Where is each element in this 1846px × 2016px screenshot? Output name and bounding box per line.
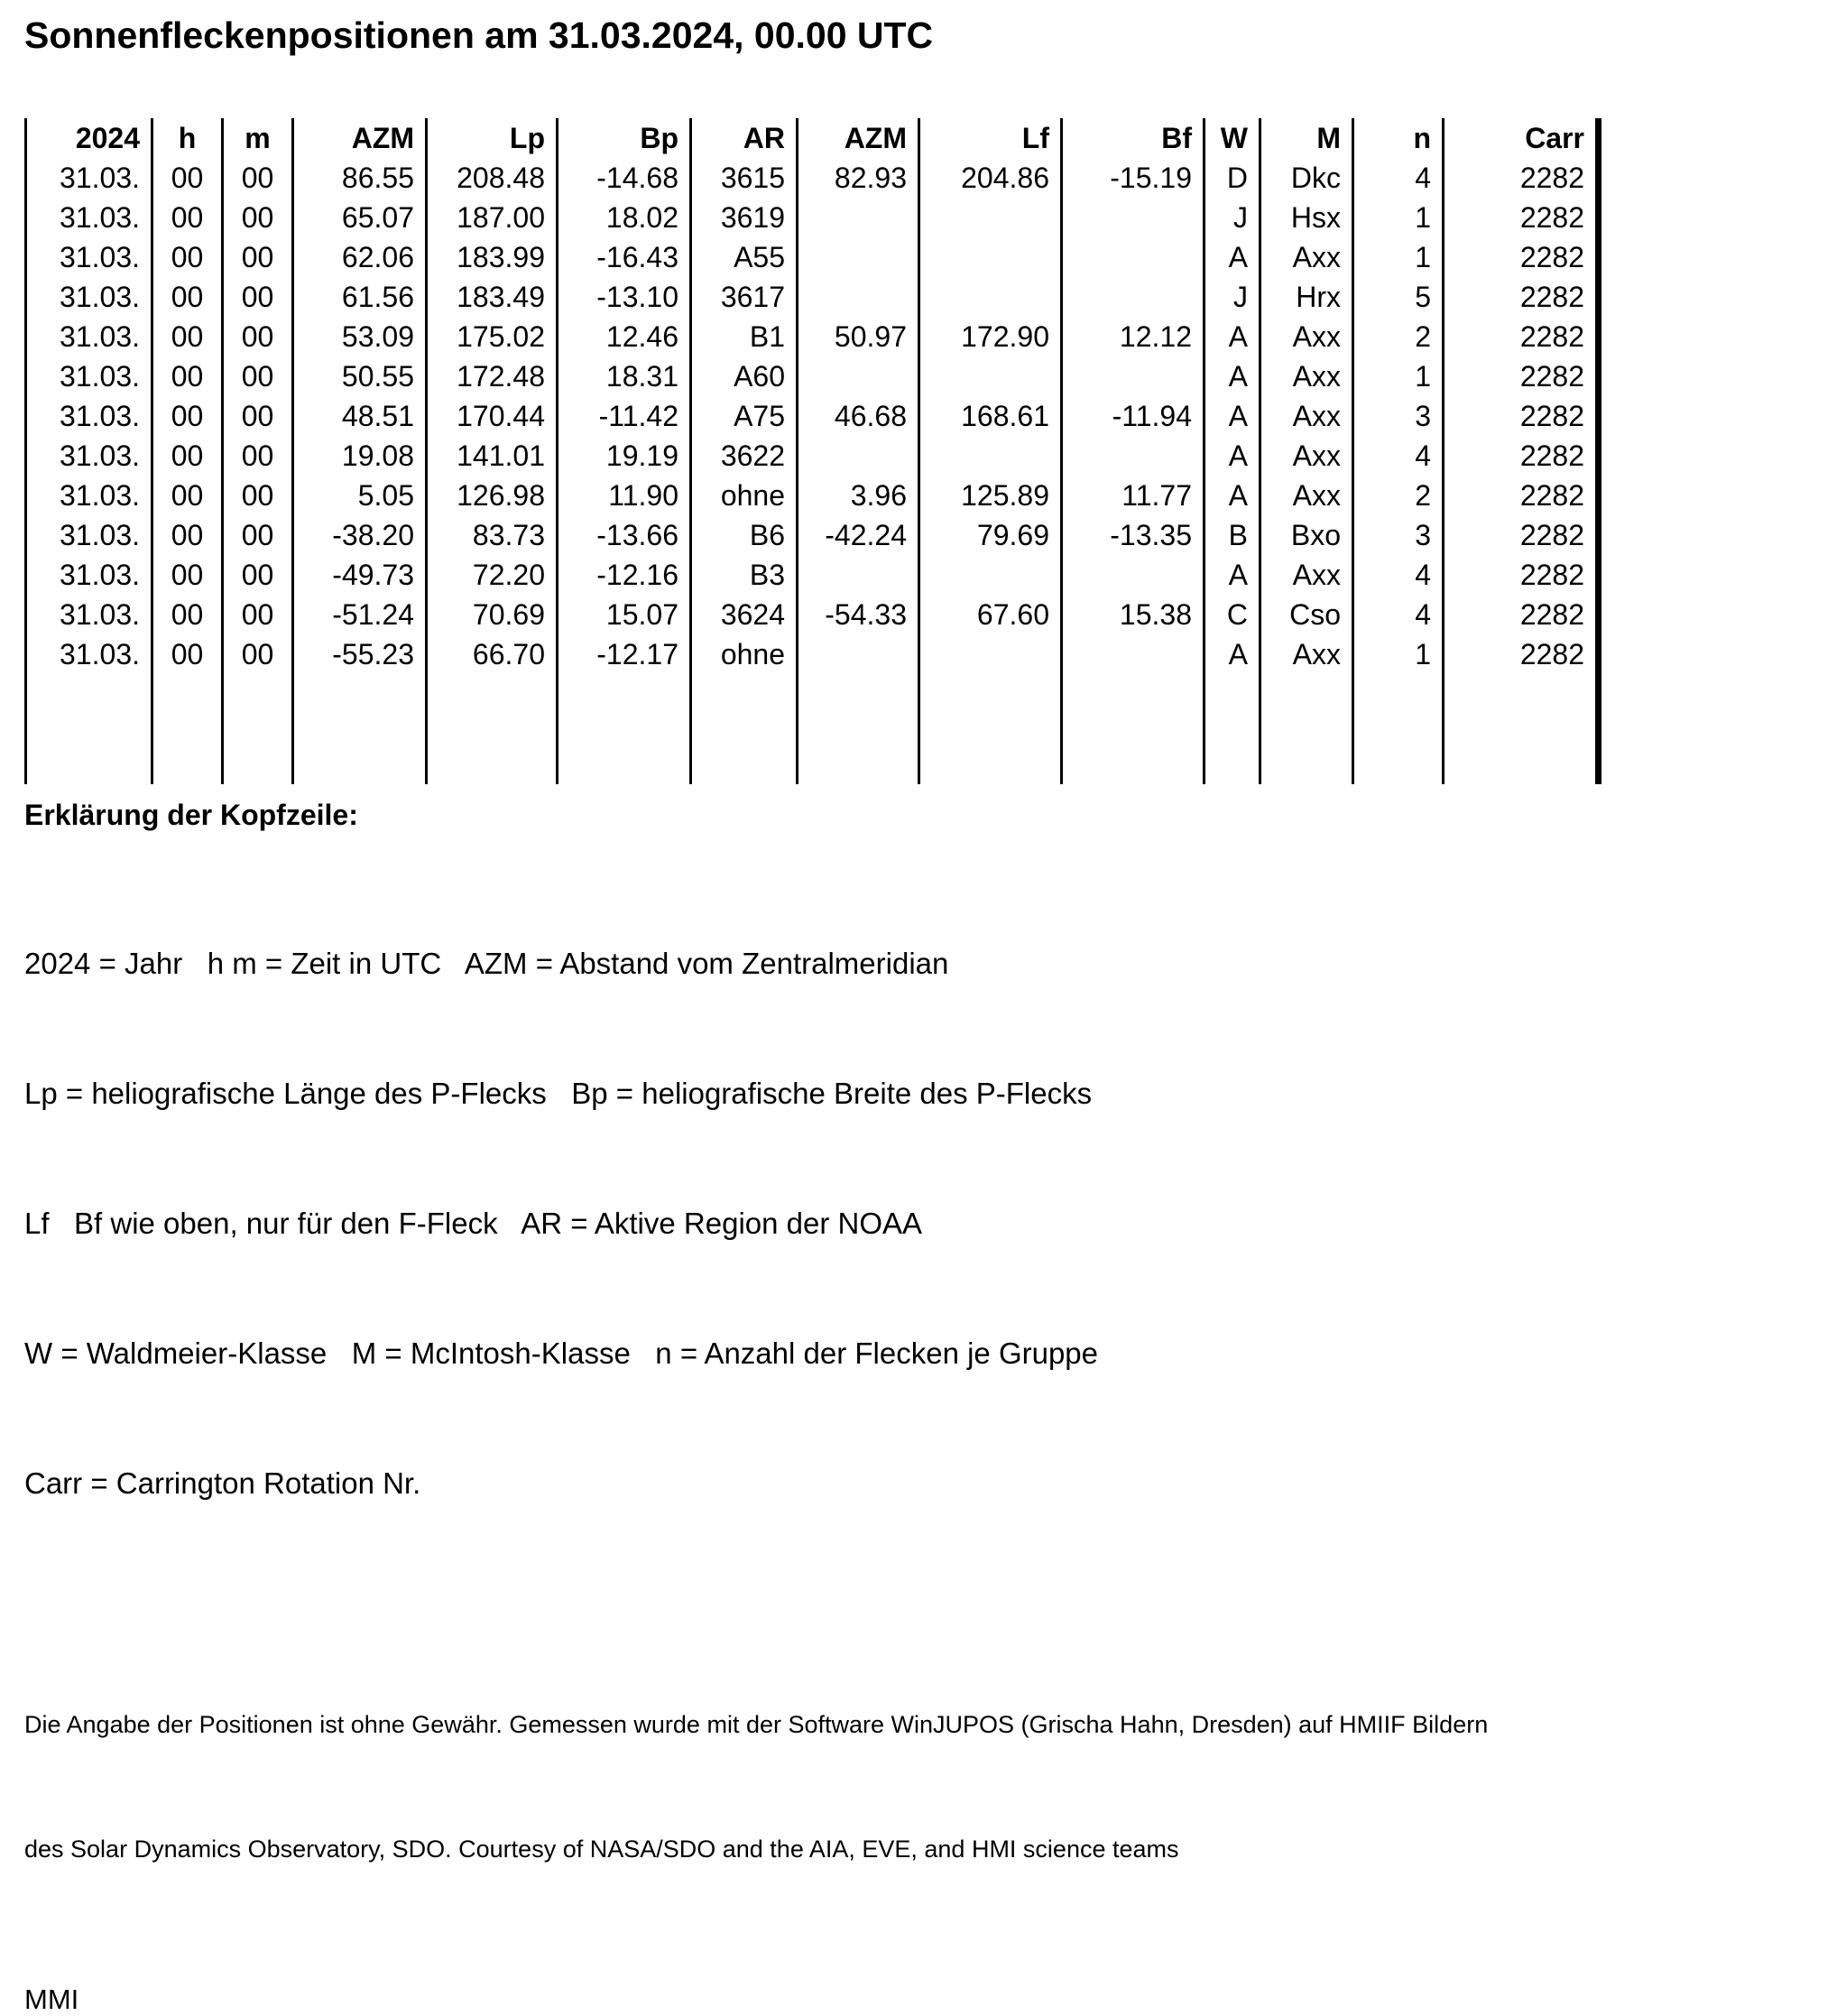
table-cell: 31.03. bbox=[26, 317, 152, 356]
table-cell: 1 bbox=[1353, 634, 1444, 674]
table-cell: 172.90 bbox=[919, 317, 1062, 356]
table-cell: -38.20 bbox=[293, 515, 427, 555]
table-cell: 00 bbox=[223, 198, 293, 237]
column-header: AR bbox=[691, 118, 798, 158]
table-cell: 70.69 bbox=[427, 595, 558, 634]
table-cell: C bbox=[1205, 595, 1260, 634]
table-cell: A bbox=[1205, 555, 1260, 595]
table-cell: A60 bbox=[691, 356, 798, 396]
table-cell: -54.33 bbox=[798, 595, 919, 634]
table-row bbox=[26, 158, 1599, 198]
table-cell: 15.07 bbox=[558, 595, 691, 634]
table-cell: 31.03. bbox=[26, 436, 152, 476]
table-cell: -11.42 bbox=[558, 396, 691, 436]
table-cell: Axx bbox=[1260, 396, 1353, 436]
table-cell: 31.03. bbox=[26, 158, 152, 198]
table-cell bbox=[1062, 436, 1205, 476]
filler-cell bbox=[293, 674, 427, 784]
table-cell: 00 bbox=[223, 595, 293, 634]
table-cell bbox=[798, 277, 919, 317]
table-cell: B3 bbox=[691, 555, 798, 595]
explanation-line: Lf Bf wie oben, nur für den F-Fleck AR = Aktive Region der NOAA bbox=[24, 1207, 923, 1241]
table-cell: 2282 bbox=[1444, 595, 1599, 634]
table-cell: 3 bbox=[1353, 396, 1444, 436]
table-cell: 00 bbox=[223, 515, 293, 555]
column-header: h bbox=[152, 118, 223, 158]
table-cell: 187.00 bbox=[427, 198, 558, 237]
table-cell: 12.12 bbox=[1062, 317, 1205, 356]
table-cell: 4 bbox=[1353, 436, 1444, 476]
table-cell: 31.03. bbox=[26, 396, 152, 436]
table-cell: 66.70 bbox=[427, 634, 558, 674]
table-row bbox=[26, 198, 1599, 237]
table-cell: 5 bbox=[1353, 277, 1444, 317]
table-cell: 31.03. bbox=[26, 356, 152, 396]
column-header: W bbox=[1205, 118, 1260, 158]
table-cell: 2282 bbox=[1444, 356, 1599, 396]
table-cell: A bbox=[1205, 356, 1260, 396]
table-cell: -42.24 bbox=[798, 515, 919, 555]
table-cell: 3615 bbox=[691, 158, 798, 198]
table-cell: A bbox=[1205, 436, 1260, 476]
table-cell: 2282 bbox=[1444, 158, 1599, 198]
table-cell: 126.98 bbox=[427, 476, 558, 515]
filler-cell bbox=[26, 674, 152, 784]
table-cell: 62.06 bbox=[293, 237, 427, 277]
table-cell bbox=[798, 356, 919, 396]
column-header: Lp bbox=[427, 118, 558, 158]
table-cell bbox=[1062, 555, 1205, 595]
explanation-heading: Erklärung der Kopfzeile: bbox=[24, 799, 358, 832]
table-cell: 3 bbox=[1353, 515, 1444, 555]
sunspot-table bbox=[24, 118, 1601, 784]
table-cell bbox=[798, 198, 919, 237]
table-cell: 79.69 bbox=[919, 515, 1062, 555]
column-header: Lf bbox=[919, 118, 1062, 158]
table-cell: Axx bbox=[1260, 317, 1353, 356]
disclaimer-line: des Solar Dynamics Observatory, SDO. Courtesy of NASA/SDO and the AIA, EVE, and HMI science teams bbox=[24, 1836, 1179, 1863]
table-cell: 2282 bbox=[1444, 317, 1599, 356]
table-cell: 2282 bbox=[1444, 555, 1599, 595]
table-cell: 18.31 bbox=[558, 356, 691, 396]
explanation-block bbox=[24, 855, 1846, 1592]
column-header: Bf bbox=[1062, 118, 1205, 158]
table-cell: Axx bbox=[1260, 436, 1353, 476]
table-cell: A bbox=[1205, 396, 1260, 436]
filler-cell bbox=[427, 674, 558, 784]
table-cell: 00 bbox=[152, 634, 223, 674]
table-row bbox=[26, 515, 1599, 555]
disclaimer-block bbox=[24, 1621, 1846, 1953]
table-cell: 31.03. bbox=[26, 555, 152, 595]
filler-cell bbox=[1205, 674, 1260, 784]
table-cell: 11.90 bbox=[558, 476, 691, 515]
table-cell: Hrx bbox=[1260, 277, 1353, 317]
table-cell: 31.03. bbox=[26, 476, 152, 515]
table-header bbox=[26, 118, 1599, 158]
table-row bbox=[26, 634, 1599, 674]
table-cell: 00 bbox=[152, 396, 223, 436]
table-cell: 53.09 bbox=[293, 317, 427, 356]
table-cell: Axx bbox=[1260, 237, 1353, 277]
table-cell bbox=[919, 436, 1062, 476]
table-cell bbox=[919, 198, 1062, 237]
table-cell: 11.77 bbox=[1062, 476, 1205, 515]
table-cell: 00 bbox=[152, 436, 223, 476]
table-cell: Axx bbox=[1260, 356, 1353, 396]
column-header: Carr bbox=[1444, 118, 1599, 158]
table-cell: 46.68 bbox=[798, 396, 919, 436]
column-header: m bbox=[223, 118, 293, 158]
filler-cell bbox=[691, 674, 798, 784]
table-row bbox=[26, 436, 1599, 476]
column-header: 2024 bbox=[26, 118, 152, 158]
table-row bbox=[26, 277, 1599, 317]
table-cell: 1 bbox=[1353, 198, 1444, 237]
explanation-line: Carr = Carrington Rotation Nr. bbox=[24, 1466, 421, 1501]
table-cell: B1 bbox=[691, 317, 798, 356]
signature: MMI bbox=[24, 1984, 79, 2016]
table-cell: 175.02 bbox=[427, 317, 558, 356]
table-cell: 2282 bbox=[1444, 476, 1599, 515]
table-cell: 2282 bbox=[1444, 198, 1599, 237]
table-cell: -13.10 bbox=[558, 277, 691, 317]
table-cell: 00 bbox=[152, 317, 223, 356]
table-cell: 141.01 bbox=[427, 436, 558, 476]
table-cell: 4 bbox=[1353, 555, 1444, 595]
table-cell bbox=[798, 634, 919, 674]
table-cell: 00 bbox=[152, 356, 223, 396]
table-cell: 31.03. bbox=[26, 198, 152, 237]
table-cell: -12.16 bbox=[558, 555, 691, 595]
table-cell: A bbox=[1205, 476, 1260, 515]
table-cell: 00 bbox=[223, 555, 293, 595]
table-cell: 31.03. bbox=[26, 595, 152, 634]
table-cell bbox=[1062, 634, 1205, 674]
table-cell: 65.07 bbox=[293, 198, 427, 237]
table-cell: 5.05 bbox=[293, 476, 427, 515]
filler-cell bbox=[919, 674, 1062, 784]
disclaimer-line: Die Angabe der Positionen ist ohne Gewähr. Gemessen wurde mit der Software WinJUPOS (Grischa Hahn, Dresden) auf HMIIF Bildern bbox=[24, 1711, 1489, 1739]
table-cell: 2282 bbox=[1444, 277, 1599, 317]
table-cell: 00 bbox=[223, 277, 293, 317]
table-cell bbox=[1062, 277, 1205, 317]
table-cell: ohne bbox=[691, 476, 798, 515]
table-cell: 00 bbox=[152, 237, 223, 277]
table-cell: 170.44 bbox=[427, 396, 558, 436]
table-cell bbox=[919, 634, 1062, 674]
table-cell: 3617 bbox=[691, 277, 798, 317]
table-row bbox=[26, 237, 1599, 277]
table-cell: J bbox=[1205, 198, 1260, 237]
table-row bbox=[26, 317, 1599, 356]
table-cell: Axx bbox=[1260, 555, 1353, 595]
table-cell: -51.24 bbox=[293, 595, 427, 634]
column-header: n bbox=[1353, 118, 1444, 158]
table-cell: 2 bbox=[1353, 476, 1444, 515]
table-cell: 172.48 bbox=[427, 356, 558, 396]
table-cell: -16.43 bbox=[558, 237, 691, 277]
table-cell: A75 bbox=[691, 396, 798, 436]
table-cell bbox=[1062, 237, 1205, 277]
table-cell: D bbox=[1205, 158, 1260, 198]
filler-cell bbox=[1260, 674, 1353, 784]
table-cell: 19.08 bbox=[293, 436, 427, 476]
column-header: M bbox=[1260, 118, 1353, 158]
table-cell: 00 bbox=[152, 555, 223, 595]
table-cell bbox=[1062, 356, 1205, 396]
table-cell bbox=[798, 555, 919, 595]
table-cell: A bbox=[1205, 317, 1260, 356]
table-cell: A bbox=[1205, 634, 1260, 674]
table-cell: 3622 bbox=[691, 436, 798, 476]
table-cell: 4 bbox=[1353, 158, 1444, 198]
filler-row bbox=[26, 674, 1599, 784]
table-cell: 31.03. bbox=[26, 515, 152, 555]
table-cell: -12.17 bbox=[558, 634, 691, 674]
table-cell: -55.23 bbox=[293, 634, 427, 674]
table-cell: 00 bbox=[223, 396, 293, 436]
table-cell: ohne bbox=[691, 634, 798, 674]
table-cell: A55 bbox=[691, 237, 798, 277]
table-cell: 00 bbox=[223, 634, 293, 674]
table-cell: 86.55 bbox=[293, 158, 427, 198]
table-cell: -11.94 bbox=[1062, 396, 1205, 436]
filler-cell bbox=[1353, 674, 1444, 784]
table-cell: -14.68 bbox=[558, 158, 691, 198]
table-cell: J bbox=[1205, 277, 1260, 317]
table-cell: 204.86 bbox=[919, 158, 1062, 198]
table-cell: 15.38 bbox=[1062, 595, 1205, 634]
table-cell: 61.56 bbox=[293, 277, 427, 317]
table-cell: 00 bbox=[152, 198, 223, 237]
table-cell bbox=[919, 555, 1062, 595]
table-cell bbox=[798, 436, 919, 476]
column-header: AZM bbox=[798, 118, 919, 158]
table-cell: 31.03. bbox=[26, 277, 152, 317]
table-cell: 00 bbox=[223, 317, 293, 356]
column-header: Bp bbox=[558, 118, 691, 158]
filler-cell bbox=[1062, 674, 1205, 784]
page-title: Sonnenfleckenpositionen am 31.03.2024, 00.00 UTC bbox=[24, 14, 934, 56]
table-cell: -15.19 bbox=[1062, 158, 1205, 198]
table-cell: 31.03. bbox=[26, 634, 152, 674]
table-cell: 50.55 bbox=[293, 356, 427, 396]
table-cell bbox=[1062, 198, 1205, 237]
table-cell: B bbox=[1205, 515, 1260, 555]
table-cell: 00 bbox=[152, 277, 223, 317]
table-cell: 4 bbox=[1353, 595, 1444, 634]
table-cell: 83.73 bbox=[427, 515, 558, 555]
table-cell: B6 bbox=[691, 515, 798, 555]
filler-cell bbox=[558, 674, 691, 784]
table-cell: 125.89 bbox=[919, 476, 1062, 515]
table-cell bbox=[919, 237, 1062, 277]
table-row bbox=[26, 595, 1599, 634]
table-cell: 208.48 bbox=[427, 158, 558, 198]
table-row bbox=[26, 555, 1599, 595]
table-cell bbox=[919, 277, 1062, 317]
table-row bbox=[26, 396, 1599, 436]
sunspot-table-body bbox=[26, 158, 1599, 784]
table-cell: 00 bbox=[152, 515, 223, 555]
table-cell bbox=[919, 356, 1062, 396]
table-cell: 2282 bbox=[1444, 436, 1599, 476]
table-cell: Dkc bbox=[1260, 158, 1353, 198]
table-cell: A bbox=[1205, 237, 1260, 277]
table-row bbox=[26, 476, 1599, 515]
table-cell: 183.49 bbox=[427, 277, 558, 317]
explanation-line: 2024 = Jahr h m = Zeit in UTC AZM = Abstand vom Zentralmeridian bbox=[24, 947, 949, 981]
table-cell: 2282 bbox=[1444, 515, 1599, 555]
table-cell: Axx bbox=[1260, 476, 1353, 515]
table-cell: -13.66 bbox=[558, 515, 691, 555]
table-cell: 31.03. bbox=[26, 237, 152, 277]
table-cell: 2282 bbox=[1444, 634, 1599, 674]
table-cell: 19.19 bbox=[558, 436, 691, 476]
table-cell: 00 bbox=[152, 595, 223, 634]
table-cell: 00 bbox=[152, 476, 223, 515]
table-cell: 183.99 bbox=[427, 237, 558, 277]
table-cell: 3.96 bbox=[798, 476, 919, 515]
table-cell: Hsx bbox=[1260, 198, 1353, 237]
table-cell: 67.60 bbox=[919, 595, 1062, 634]
table-cell: 3624 bbox=[691, 595, 798, 634]
table-cell: 3619 bbox=[691, 198, 798, 237]
table-cell: 1 bbox=[1353, 237, 1444, 277]
explanation-line: W = Waldmeier-Klasse M = McIntosh-Klasse n = Anzahl der Flecken je Gruppe bbox=[24, 1336, 1099, 1371]
table-cell: 00 bbox=[223, 158, 293, 198]
table-cell: Bxo bbox=[1260, 515, 1353, 555]
table-cell: 18.02 bbox=[558, 198, 691, 237]
table-cell: 72.20 bbox=[427, 555, 558, 595]
table-cell: Axx bbox=[1260, 634, 1353, 674]
explanation-line: Lp = heliografische Länge des P-Flecks Bp = heliografische Breite des P-Flecks bbox=[24, 1077, 1093, 1111]
header-row bbox=[26, 118, 1599, 158]
table-cell: 1 bbox=[1353, 356, 1444, 396]
table-cell: -13.35 bbox=[1062, 515, 1205, 555]
table-cell: 00 bbox=[223, 356, 293, 396]
table-cell: 50.97 bbox=[798, 317, 919, 356]
table-cell: 00 bbox=[152, 158, 223, 198]
table-cell: 48.51 bbox=[293, 396, 427, 436]
filler-cell bbox=[1444, 674, 1599, 784]
filler-cell bbox=[798, 674, 919, 784]
table-cell: 82.93 bbox=[798, 158, 919, 198]
table-cell: 00 bbox=[223, 436, 293, 476]
filler-cell bbox=[223, 674, 293, 784]
table-cell: 2 bbox=[1353, 317, 1444, 356]
table-cell bbox=[798, 237, 919, 277]
table-cell: 2282 bbox=[1444, 237, 1599, 277]
table-cell: 00 bbox=[223, 237, 293, 277]
table-cell: 00 bbox=[223, 476, 293, 515]
table-cell: Cso bbox=[1260, 595, 1353, 634]
table-cell: 168.61 bbox=[919, 396, 1062, 436]
table-row bbox=[26, 356, 1599, 396]
table-cell: 12.46 bbox=[558, 317, 691, 356]
table-cell: 2282 bbox=[1444, 396, 1599, 436]
table-cell: -49.73 bbox=[293, 555, 427, 595]
column-header: AZM bbox=[293, 118, 427, 158]
filler-cell bbox=[152, 674, 223, 784]
